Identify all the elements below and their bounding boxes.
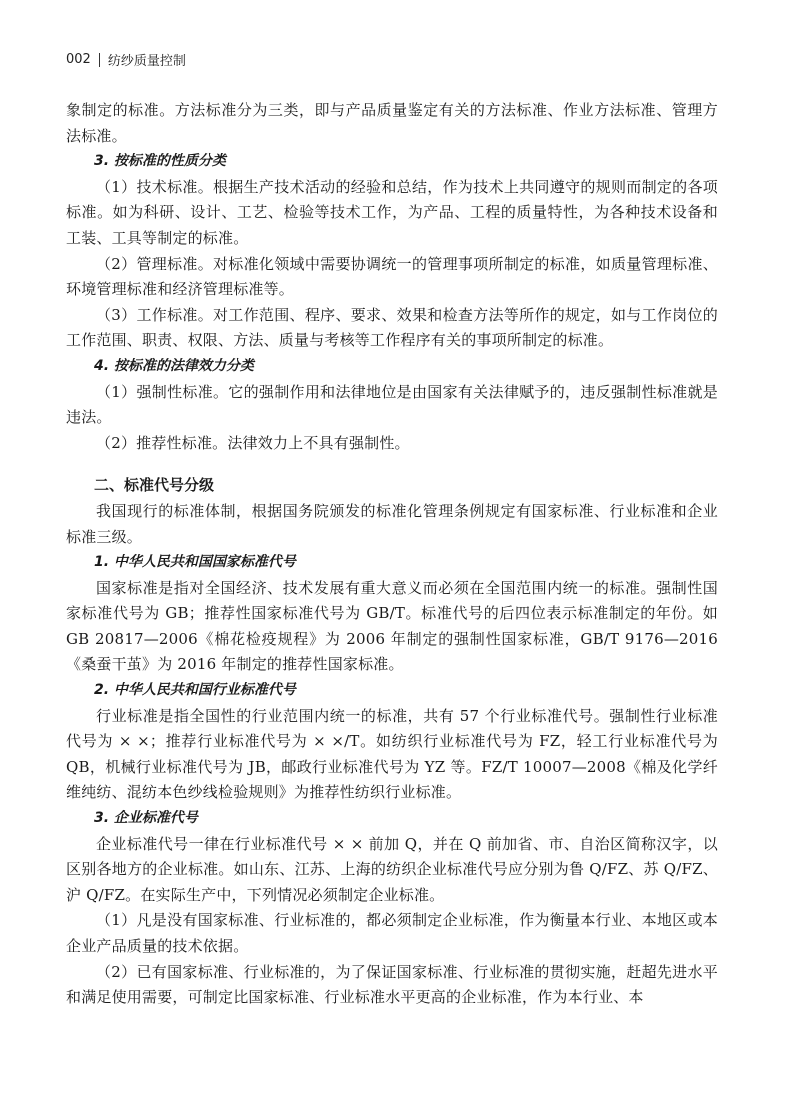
- running-header: [66, 50, 186, 69]
- paragraph: （2）推荐性标准。法律效力上不具有强制性。: [96, 433, 410, 452]
- subsection-heading: 3. 企业标准代号: [94, 810, 198, 827]
- paragraph: 企业标准代号一律在行业标准代号 × × 前加 Q，并在 Q 前加省、市、自治区简称汉字，以区别各地方的企业标准。如山东、江苏、上海的纺织企业标准代号应分别为鲁 Q/FZ、苏 Q/FZ、沪 Q/FZ。在实际生产中，下列情况必须制定企业标准。: [66, 834, 718, 904]
- page-body: [66, 98, 718, 1011]
- paragraph: （3）工作标准。对工作范围、程序、要求、效果和检查方法等所作的规定，如与工作岗位的工作范围、职责、权限、方法、质量与考核等工作程序有关的事项所制定的标准。: [66, 305, 718, 350]
- subsection-heading: 4. 按标准的法律效力分类: [94, 357, 254, 374]
- subsection-heading: 3. 按标准的性质分类: [94, 153, 226, 170]
- paragraph: （2）管理标准。对标准化领域中需要协调统一的管理事项所制定的标准，如质量管理标准、环境管理标准和经济管理标准等。: [66, 254, 718, 299]
- paragraph: 国家标准是指对全国经济、技术发展有重大意义而必须在全国范围内统一的标准。强制性国家标准代号为 GB；推荐性国家标准代号为 GB/T。标准代号的后四位表示标准制定的年份。如 GB 20817—2006《棉花检疫规程》为 2006 年制定的强制性国家标准，GB/T 9176—2016《桑蚕干茧》为 2016 年制定的推荐性国家标准。: [66, 578, 718, 674]
- section-heading: 二、标准代号分级: [94, 476, 215, 495]
- paragraph: （2）已有国家标准、行业标准的，为了保证国家标准、行业标准的贯彻实施，赶超先进水平和满足使用需要，可制定比国家标准、行业标准水平更高的企业标准，作为本行业、本: [66, 962, 718, 1007]
- paragraph: （1）凡是没有国家标准、行业标准的，都必须制定企业标准，作为衡量本行业、本地区或本企业产品质量的技术依据。: [66, 911, 718, 955]
- subsection-heading: 1. 中华人民共和国国家标准代号: [94, 554, 296, 571]
- book-title: 纺纱质量控制: [107, 54, 186, 69]
- subsection-heading: 2. 中华人民共和国行业标准代号: [94, 682, 296, 699]
- header-divider: [99, 53, 100, 67]
- paragraph: （1）技术标准。根据生产技术活动的经验和总结，作为技术上共同遵守的规则而制定的各项标准。如为科研、设计、工艺、检验等技术工作，为产品、工程的质量特性，为各种技术设备和工装、工具等制定的标准。: [66, 177, 718, 247]
- paragraph: 行业标准是指全国性的行业范围内统一的标准，共有 57 个行业标准代号。强制性行业标准代号为 × ×；推荐行业标准代号为 × ×/T。如纺织行业标准代号为 FZ，轻工行业标准代号为 QB，机械行业标准代号为 JB，邮政行业标准代号为 YZ 等。FZ/T 10007—2008《棉及化学纤维纯纺、混纺本色纱线检验规则》为推荐性纺织行业标准。: [66, 706, 718, 802]
- page-number: 002: [66, 52, 91, 67]
- paragraph: （1）强制性标准。它的强制作用和法律地位是由国家有关法律赋予的，违反强制性标准就是违法。: [66, 382, 718, 427]
- paragraph: 象制定的标准。方法标准分为三类，即与产品质量鉴定有关的方法标准、作业方法标准、管理方法标准。: [66, 101, 718, 145]
- paragraph: 我国现行的标准体制，根据国务院颁发的标准化管理条例规定有国家标准、行业标准和企业标准三级。: [66, 501, 718, 546]
